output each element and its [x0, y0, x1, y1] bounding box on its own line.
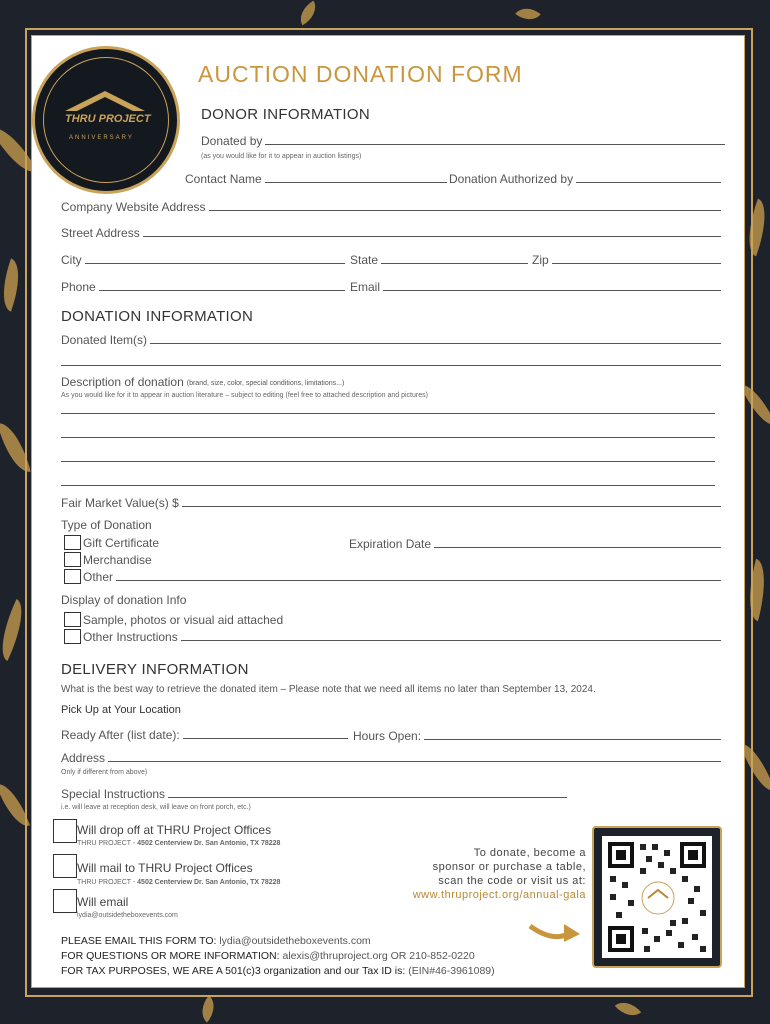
expiration-date-label: Expiration Date: [349, 537, 432, 551]
will-email-checkbox[interactable]: [53, 889, 77, 913]
other-instructions-checkbox[interactable]: [64, 629, 81, 644]
other-instructions-label: Other Instructions: [83, 630, 178, 644]
contact-name-label: Contact Name: [185, 172, 262, 186]
state-label: State: [350, 253, 379, 267]
phone-field[interactable]: [99, 290, 345, 291]
drop-off-address-prefix: THRU PROJECT -: [77, 840, 138, 847]
type-of-donation-label: Type of Donation: [61, 518, 152, 532]
footer-questions-label: FOR QUESTIONS OR MORE INFORMATION:: [61, 950, 280, 962]
donor-heading: DONOR INFORMATION: [201, 106, 370, 123]
state-field[interactable]: [381, 263, 528, 264]
fair-market-field[interactable]: [182, 506, 721, 507]
city-label: City: [61, 253, 82, 267]
address-note: Only if different from above): [61, 769, 148, 776]
gift-certificate-label: Gift Certificate: [83, 535, 160, 550]
hours-open-field[interactable]: [424, 739, 721, 740]
pickup-label: Pick Up at Your Location: [61, 704, 181, 716]
logo-subtitle: ANNIVERSARY: [69, 135, 134, 141]
thru-project-logo: [32, 46, 180, 194]
expiration-date-field[interactable]: [434, 547, 721, 548]
special-instructions-field[interactable]: [168, 797, 567, 798]
description-line-1[interactable]: [61, 413, 715, 414]
form-title: AUCTION DONATION FORM: [198, 61, 523, 87]
footer-tax-label: FOR TAX PURPOSES, WE ARE A 501(c)3 organization and our Tax ID is:: [61, 965, 406, 977]
other-field[interactable]: [116, 580, 721, 581]
footer-email-value[interactable]: lydia@outsidetheboxevents.com: [219, 935, 371, 947]
drop-off-label: Will drop off at THRU Project Offices: [77, 823, 272, 837]
mail-address-prefix: THRU PROJECT -: [77, 879, 138, 886]
delivery-heading: DELIVERY INFORMATION: [61, 661, 249, 678]
delivery-question: What is the best way to retrieve the donated item – Please note that we need all items no later than September 13, 2024.: [61, 684, 596, 695]
donation-heading: DONATION INFORMATION: [61, 308, 254, 325]
merchandise-label: Merchandise: [83, 552, 152, 567]
fair-market-label: Fair Market Value(s) $: [61, 496, 179, 510]
description-label: Description of donation: [61, 375, 184, 389]
address-label: Address: [61, 751, 106, 765]
qr-code-card: [592, 826, 722, 968]
arrow-icon: [528, 920, 580, 944]
donated-by-label: Donated by: [201, 134, 263, 148]
hours-open-label: Hours Open:: [353, 729, 422, 743]
zip-label: Zip: [532, 253, 549, 267]
address-field[interactable]: [108, 761, 721, 762]
cta-line-3: scan the code or visit us at:: [438, 875, 586, 887]
drop-off-checkbox[interactable]: [53, 819, 77, 843]
phone-label: Phone: [61, 280, 96, 294]
gift-certificate-checkbox[interactable]: [64, 535, 81, 550]
description-line-2[interactable]: [61, 437, 715, 438]
sample-label: Sample, photos or visual aid attached: [83, 612, 284, 627]
special-instructions-note: i.e. will leave at reception desk, will leave on front porch, etc.): [61, 804, 251, 811]
ready-after-field[interactable]: [183, 738, 348, 739]
sample-checkbox[interactable]: [64, 612, 81, 627]
qr-code[interactable]: [602, 836, 712, 958]
footer-questions-value[interactable]: alexis@thruproject.org OR 210-852-0220: [282, 950, 475, 962]
will-email-label: Will email: [77, 895, 129, 909]
merchandise-checkbox[interactable]: [64, 552, 81, 567]
donation-authorized-field[interactable]: [576, 182, 721, 183]
mail-label: Will mail to THRU Project Offices: [77, 861, 253, 875]
zip-field[interactable]: [552, 263, 721, 264]
other-checkbox[interactable]: [64, 569, 81, 584]
footer-email-label: PLEASE EMAIL THIS FORM TO:: [61, 935, 217, 947]
company-website-field[interactable]: [209, 210, 721, 211]
cta-line-2: sponsor or purchase a table,: [432, 861, 586, 873]
drop-off-address: 4502 Centerview Dr. San Antonio, TX 78228: [137, 840, 281, 847]
street-address-label: Street Address: [61, 226, 140, 240]
donation-authorized-label: Donation Authorized by: [449, 172, 574, 186]
donated-items-label: Donated Item(s): [61, 333, 148, 347]
donated-by-note: (as you would like for it to appear in auction listings): [201, 153, 362, 160]
description-hint: (brand, size, color, special conditions, limitations...): [186, 380, 345, 387]
ready-after-label: Ready After (list date):: [61, 728, 180, 742]
description-note: As you would like for it to appear in auction literature – subject to editing (feel free to attached description and pictures): [61, 392, 428, 399]
display-info-label: Display of donation Info: [61, 593, 187, 607]
cta-line-1: To donate, become a: [473, 847, 586, 859]
footer-tax-value: (EIN#46-3961089): [408, 965, 495, 977]
description-line-4[interactable]: [61, 485, 715, 486]
street-address-field[interactable]: [143, 236, 721, 237]
logo-name: THRU PROJECT: [65, 113, 151, 125]
mail-address: 4502 Centerview Dr. San Antonio, TX 78228: [137, 879, 281, 886]
special-instructions-label: Special Instructions: [61, 787, 166, 801]
donated-items-line-2[interactable]: [61, 365, 721, 366]
city-field[interactable]: [85, 263, 345, 264]
description-line-3[interactable]: [61, 461, 715, 462]
donated-items-field[interactable]: [150, 343, 721, 344]
email-label: Email: [350, 280, 381, 294]
cta-url[interactable]: www.thruproject.org/annual-gala: [412, 889, 586, 901]
company-website-label: Company Website Address: [61, 200, 206, 214]
contact-name-field[interactable]: [265, 182, 447, 183]
other-instructions-field[interactable]: [181, 640, 721, 641]
other-label: Other: [83, 570, 114, 584]
email-address-note: lydia@outsidetheboxevents.com: [77, 912, 178, 919]
mail-checkbox[interactable]: [53, 854, 77, 878]
donated-by-field[interactable]: [265, 144, 725, 145]
email-field[interactable]: [383, 290, 721, 291]
